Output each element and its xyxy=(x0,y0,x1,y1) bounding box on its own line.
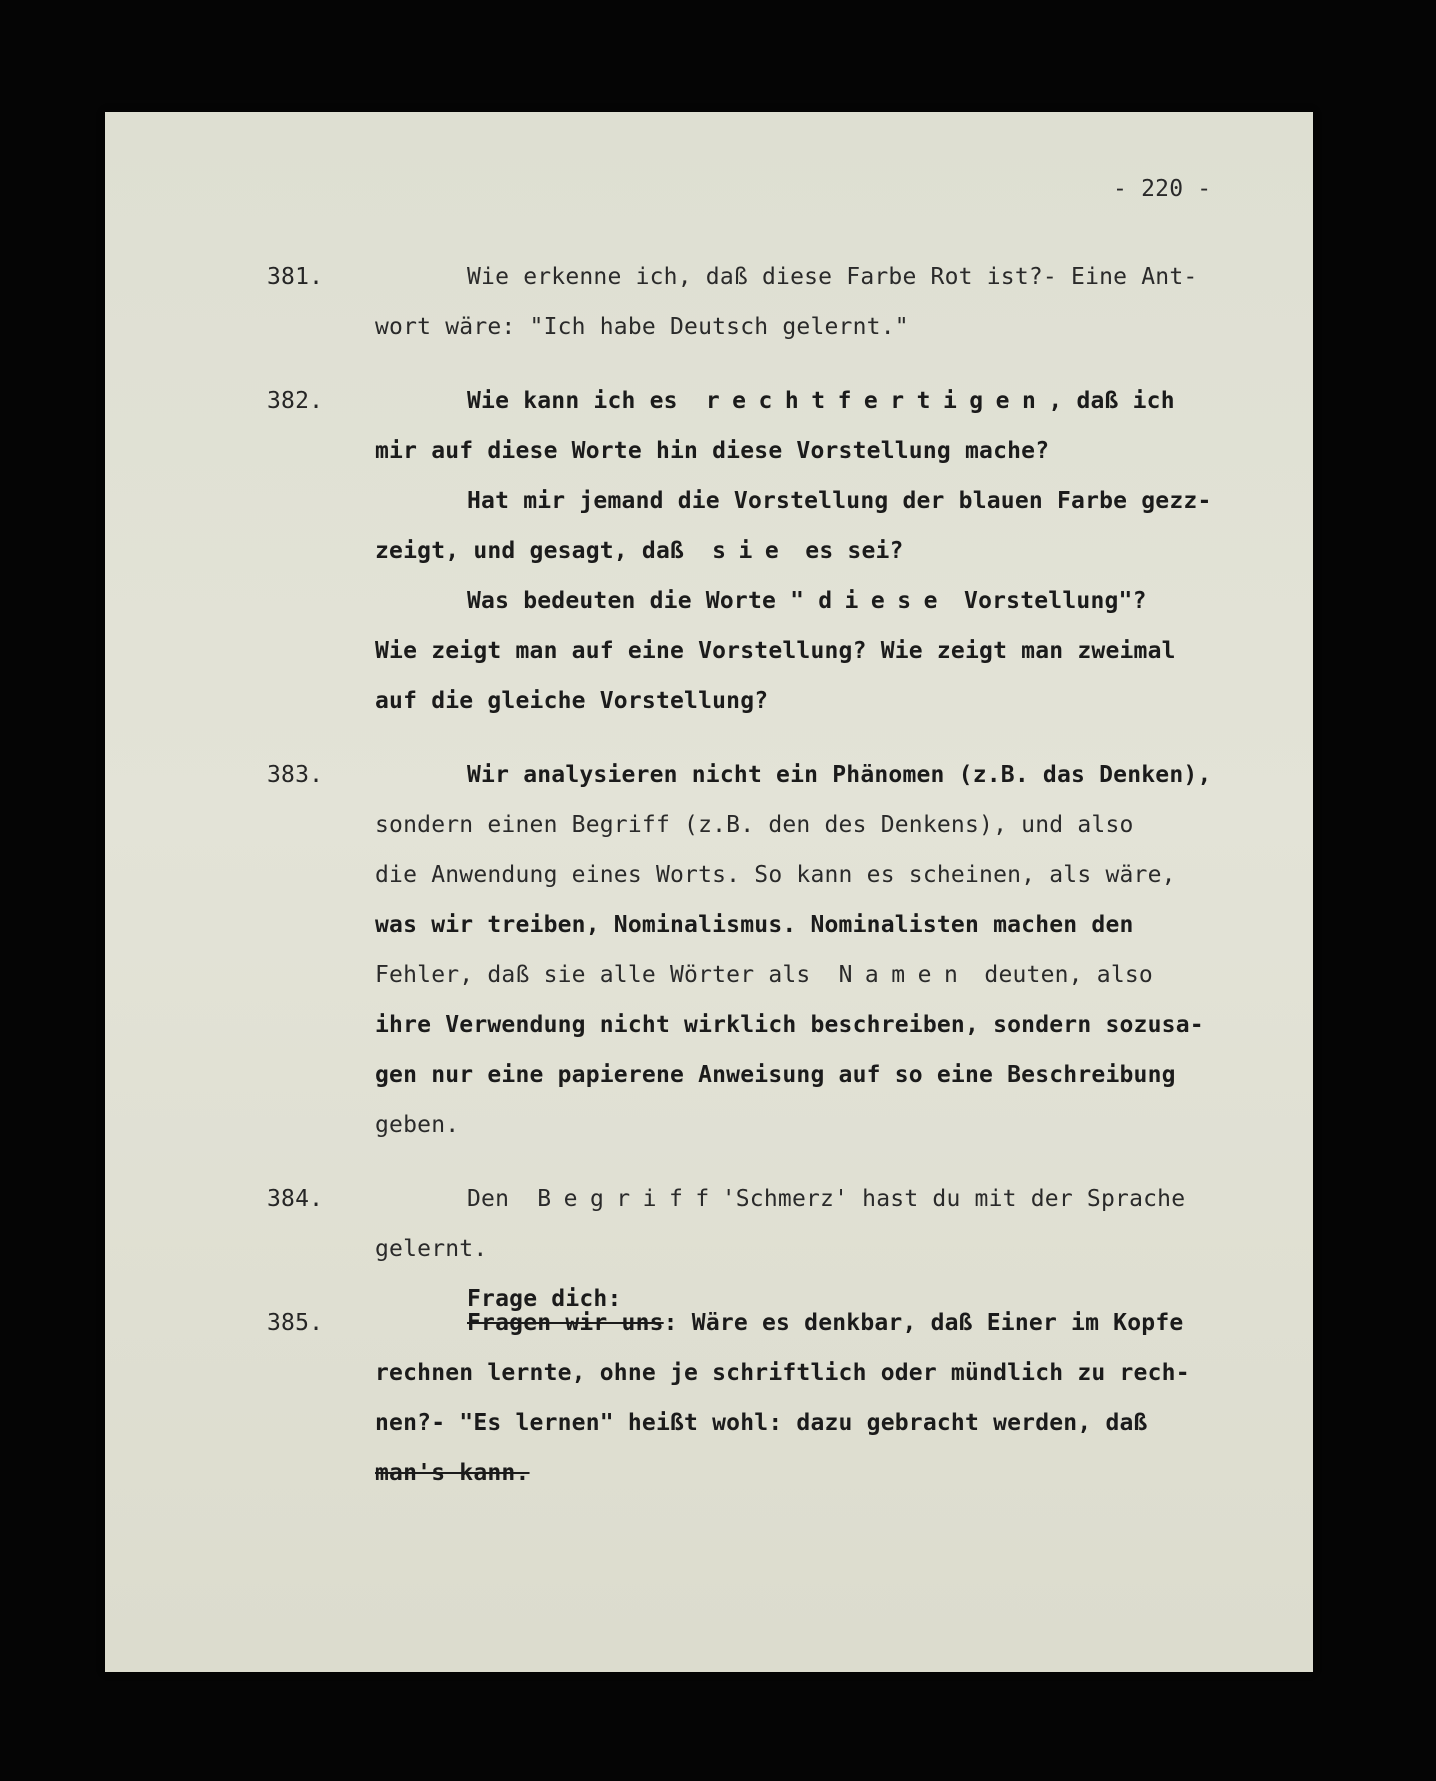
remark-382-line-1-a: Wie kann ich es xyxy=(467,388,678,414)
remark-number-385: 385. xyxy=(267,1310,324,1336)
remark-383-line-7: gen nur eine papierene Anweisung auf so eine Beschreibung xyxy=(375,1062,1176,1088)
remark-382-line-5 xyxy=(467,586,1147,616)
emphasis-diese: diese xyxy=(818,588,950,614)
remark-number-384: 384. xyxy=(267,1186,324,1212)
insertion-frage-dich: Frage dich: xyxy=(467,1286,622,1312)
remark-number-383: 383. xyxy=(267,762,324,788)
remark-385-line-1-rest: : Wäre es denkbar, daß Einer im Kopfe xyxy=(663,1310,1184,1336)
emphasis-rechtfertigen: rechtfertigen xyxy=(705,388,1049,414)
emphasis-namen: Namen xyxy=(838,962,971,988)
remark-385-line-2: rechnen lernte, ohne je schriftlich oder mündlich zu rech- xyxy=(375,1360,1190,1386)
remark-382-line-4-a: zeigt, und gesagt, daß xyxy=(375,538,685,564)
remark-385-line-1 xyxy=(467,1308,1183,1338)
remark-383-line-3: die Anwendung eines Worts. So kann es scheinen, als wäre, xyxy=(375,862,1176,888)
remark-384-line-2: gelernt. xyxy=(375,1236,488,1262)
remark-382-line-3: Hat mir jemand die Vorstellung der blauen Farbe gezz- xyxy=(467,488,1212,514)
remark-384-line-1 xyxy=(467,1184,1185,1214)
remark-383-line-6: ihre Verwendung nicht wirklich beschreiben, sondern sozusa- xyxy=(375,1012,1204,1038)
remark-382-line-4 xyxy=(375,536,904,566)
remark-381-line-1: Wie erkenne ich, daß diese Farbe Rot ist?- Eine Ant- xyxy=(467,264,1198,290)
remark-382-line-1-b: , daß ich xyxy=(1048,388,1175,414)
remark-384-line-1-a: Den xyxy=(467,1186,510,1212)
remark-382-line-5-b: Vorstellung"? xyxy=(964,588,1147,614)
struck-fragen-wir-uns: Fragen wir uns xyxy=(467,1310,664,1336)
remark-383-line-1: Wir analysieren nicht ein Phänomen (z.B. das Denken), xyxy=(467,762,1212,788)
remark-382-line-4-b: es sei? xyxy=(805,538,904,564)
remark-383-line-5 xyxy=(375,960,1153,990)
remark-382-line-6: Wie zeigt man auf eine Vorstellung? Wie zeigt man zweimal xyxy=(375,638,1176,664)
remark-383-line-5-b: deuten, also xyxy=(984,962,1153,988)
emphasis-begriff: Begriff xyxy=(537,1186,722,1212)
remark-382-line-1 xyxy=(467,386,1175,416)
remark-number-382: 382. xyxy=(267,388,324,414)
remark-383-line-8: geben. xyxy=(375,1112,460,1138)
remark-382-line-2: mir auf diese Worte hin diese Vorstellung mache? xyxy=(375,438,1050,464)
remark-383-line-5-a: Fehler, daß sie alle Wörter als xyxy=(375,962,811,988)
remark-382-line-5-a: Was bedeuten die Worte " xyxy=(467,588,805,614)
remark-381-line-2: wort wäre: "Ich habe Deutsch gelernt." xyxy=(375,314,909,340)
remark-382-line-7: auf die gleiche Vorstellung? xyxy=(375,688,769,714)
typescript-page xyxy=(105,112,1313,1672)
remark-number-381: 381. xyxy=(267,264,324,290)
remark-384-line-1-b: 'Schmerz' hast du mit der Sprache xyxy=(721,1186,1186,1212)
remark-383-line-4: was wir treiben, Nominalismus. Nominalisten machen den xyxy=(375,912,1134,938)
emphasis-sie: sie xyxy=(712,538,792,564)
page-number: - 220 - xyxy=(1113,176,1212,202)
struck-mans-kann: man's kann. xyxy=(375,1460,530,1486)
remark-385-line-3: nen?- "Es lernen" heißt wohl: dazu gebracht werden, daß xyxy=(375,1410,1148,1436)
remark-383-line-2: sondern einen Begriff (z.B. den des Denkens), und also xyxy=(375,812,1134,838)
